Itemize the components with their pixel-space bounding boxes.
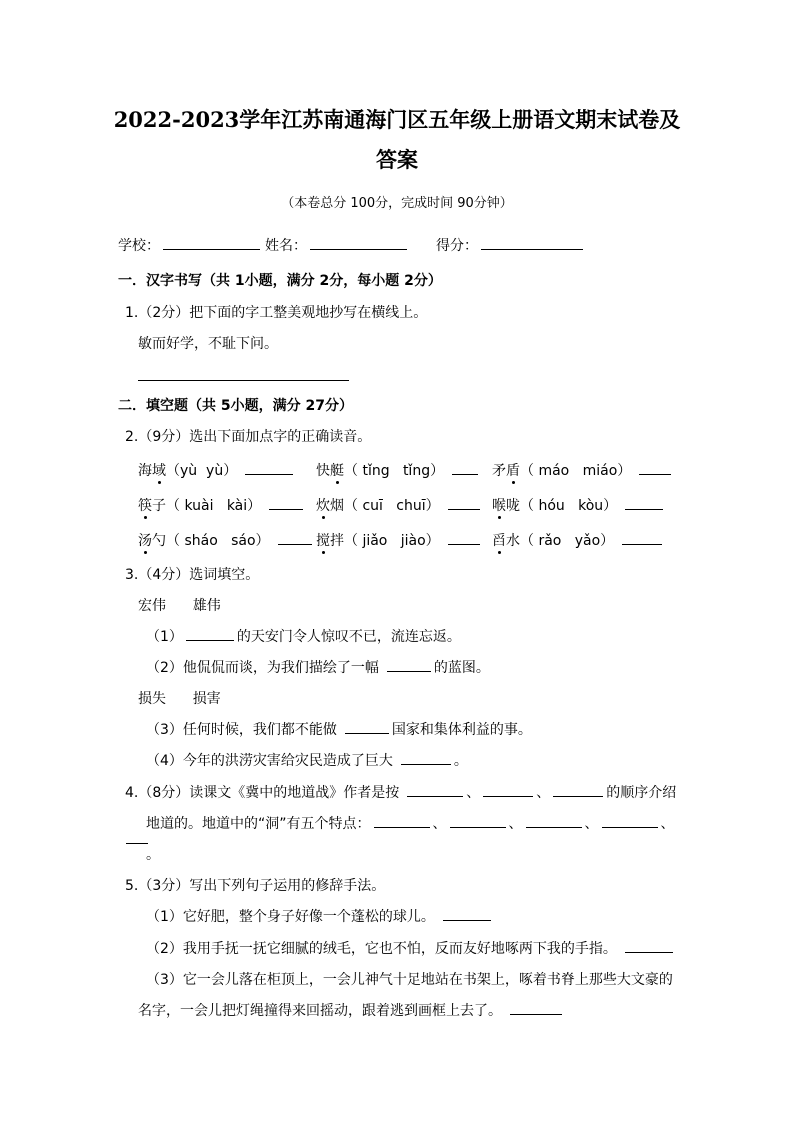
q2-answer-blank[interactable]: [622, 530, 662, 545]
q4-feature-blank-2[interactable]: [450, 813, 506, 828]
q2-item: [492, 530, 665, 550]
q1-text: 1.（2分）把下面的字工整美观地抄写在横线上。: [125, 305, 428, 321]
q4-sep-4: 、: [508, 816, 523, 832]
q2-word-part: 烟: [330, 498, 344, 514]
q2-answer-blank[interactable]: [448, 530, 480, 545]
school-blank[interactable]: [163, 235, 260, 250]
q2-word-part: 矛: [492, 463, 506, 479]
q4-feature-blank-5[interactable]: [126, 843, 148, 844]
q4-sep-2: 、: [536, 785, 551, 801]
q3-sentence-2: [146, 657, 490, 677]
q3-s3-suffix: 国家和集体利益的事。: [391, 722, 532, 738]
q2-item: [316, 530, 483, 550]
q5-sentence-3-line1: （3）它一会儿落在柜顶上，一会儿神气十足地站在书架上，啄着书脊上那些大文豪的: [146, 972, 673, 988]
q2-dotted-char: 筷: [138, 498, 152, 514]
q2-word-part: 咙: [506, 498, 520, 514]
page-title-line2: 答案: [376, 147, 418, 172]
q5-s1-text: （1）它好肥，整个身子好像一个蓬松的球儿。: [146, 909, 435, 925]
q4-feature-blank-4[interactable]: [602, 813, 658, 828]
name-label: 姓名：: [265, 238, 307, 254]
q3-s4-suffix: 。: [453, 753, 468, 769]
q2-dotted-char: 汤: [138, 533, 152, 549]
q2-word-part: 水: [506, 533, 520, 549]
q2-word-part: 勺: [152, 533, 166, 549]
q1-answer-line[interactable]: [138, 380, 349, 381]
q2-item: [138, 460, 296, 480]
q2-options: （ kuài kài）: [166, 498, 262, 514]
q3-sentence-1: [146, 626, 461, 646]
section2-heading: 二．填空题（共 5小题，满分 27分）: [118, 398, 353, 414]
q4-line2: [146, 813, 675, 833]
q4-suffix: 的顺序介绍: [606, 785, 677, 801]
q2-options: （ máo miáo）: [520, 463, 632, 479]
q4-sep-3: 、: [432, 816, 447, 832]
q2-options: （ cuī chuī）: [344, 498, 440, 514]
q4-line1: [125, 782, 676, 802]
info-name: [265, 235, 410, 255]
q3-s4-blank[interactable]: [401, 750, 451, 765]
q2-answer-blank[interactable]: [245, 460, 293, 475]
q5-text: 5.（3分）写出下列句子运用的修辞手法。: [125, 878, 386, 894]
q4-feature-blank-1[interactable]: [374, 813, 430, 828]
q3-s2-prefix: （2）他侃侃而谈，为我们描绘了一幅: [146, 660, 379, 676]
q2-word-part: 拌: [330, 533, 344, 549]
q2-item: [316, 495, 483, 515]
q5-sentence-3-line2: [138, 1000, 565, 1020]
q5-s1-blank[interactable]: [443, 906, 491, 921]
q5-s3-blank[interactable]: [510, 1000, 562, 1015]
q3-s2-blank[interactable]: [387, 657, 431, 672]
q4-feature-blank-3[interactable]: [526, 813, 582, 828]
q4-sep-5: 、: [584, 816, 599, 832]
q3-sentence-4: [146, 750, 468, 770]
page-subtitle: （本卷总分 100分，完成时间 90分钟）: [281, 196, 513, 211]
q2-word-part: 海: [138, 463, 152, 479]
q2-options: （ rǎo yǎo）: [520, 533, 615, 549]
q2-dotted-char: 艇: [330, 463, 344, 479]
q2-item: [138, 530, 315, 550]
q2-dotted-char: 盾: [506, 463, 520, 479]
q5-sentence-2: [146, 938, 676, 958]
q2-answer-blank[interactable]: [452, 460, 478, 475]
q2-item: [138, 495, 306, 515]
q3-word-choices-1: 宏伟 雄伟: [138, 598, 221, 614]
q4-order-blank-2[interactable]: [483, 782, 533, 797]
q2-dotted-char: 搅: [316, 533, 330, 549]
q3-sentence-3: [146, 719, 532, 739]
q5-s3-text: 名字，一会儿把灯绳撞得来回摇动，跟着逃到画框上去了。: [138, 1003, 502, 1019]
q4-sep-6: 、: [660, 816, 675, 832]
q2-answer-blank[interactable]: [639, 460, 671, 475]
q2-options: （ hóu kòu）: [520, 498, 618, 514]
info-school: [118, 235, 263, 255]
q2-options: （yù yù）: [166, 463, 238, 479]
q2-dotted-char: 舀: [492, 533, 506, 549]
q2-item: [492, 460, 674, 480]
q5-s2-text: （2）我用手抚一抚它细腻的绒毛，它也不怕，反而友好地啄两下我的手指。: [146, 941, 617, 957]
info-score: [436, 235, 586, 255]
q3-s1-prefix: （1）: [146, 629, 183, 645]
q2-answer-blank[interactable]: [278, 530, 312, 545]
q4-line2-prefix: 地道的。地道中的“洞”有五个特点：: [146, 816, 371, 832]
q3-word-choices-2: 损失 损害: [138, 691, 221, 707]
q2-answer-blank[interactable]: [625, 495, 663, 510]
name-blank[interactable]: [310, 235, 407, 250]
q2-text: 2.（9分）选出下面加点字的正确读音。: [125, 429, 372, 445]
q4-sep-1: 、: [466, 785, 481, 801]
q2-options: （ sháo sáo）: [166, 533, 270, 549]
q4-end: 。: [146, 847, 160, 863]
q2-options: （ tǐng tǐng）: [344, 463, 445, 479]
q1-phrase: 敏而好学，不耻下问。: [138, 336, 278, 352]
q3-s3-blank[interactable]: [345, 719, 389, 734]
score-label: 得分：: [436, 238, 478, 254]
q2-item: [316, 460, 481, 480]
q3-s3-prefix: （3）任何时候，我们都不能做: [146, 722, 337, 738]
q4-order-blank-1[interactable]: [407, 782, 463, 797]
q2-dotted-char: 域: [152, 463, 166, 479]
q3-text: 3.（4分）选词填空。: [125, 567, 260, 583]
q4-prefix: 4.（8分）读课文《冀中的地道战》作者是按: [125, 785, 400, 801]
q3-s4-prefix: （4）今年的洪涝灾害给灾民造成了巨大: [146, 753, 393, 769]
q3-s2-suffix: 的蓝图。: [433, 660, 490, 676]
q3-s1-suffix: 的天安门令人惊叹不已，流连忘返。: [236, 629, 461, 645]
q2-dotted-char: 喉: [492, 498, 506, 514]
q5-s2-blank[interactable]: [625, 938, 673, 953]
score-blank[interactable]: [481, 235, 583, 250]
section1-heading: 一．汉字书写（共 1小题，满分 2分，每小题 2分）: [118, 273, 442, 289]
q2-answer-blank[interactable]: [448, 495, 480, 510]
q2-word-part: 子: [152, 498, 166, 514]
q3-s1-blank[interactable]: [186, 626, 234, 641]
q5-sentence-1: [146, 906, 494, 926]
q2-dotted-char: 炊: [316, 498, 330, 514]
q2-answer-blank[interactable]: [269, 495, 303, 510]
school-label: 学校：: [118, 238, 160, 254]
q4-order-blank-3[interactable]: [553, 782, 603, 797]
q2-options: （ jiǎo jiào）: [344, 533, 440, 549]
page-title-line1: 2022-2023学年江苏南通海门区五年级上册语文期末试卷及: [113, 107, 681, 132]
q2-item: [492, 495, 666, 515]
q2-word-part: 快: [316, 463, 330, 479]
